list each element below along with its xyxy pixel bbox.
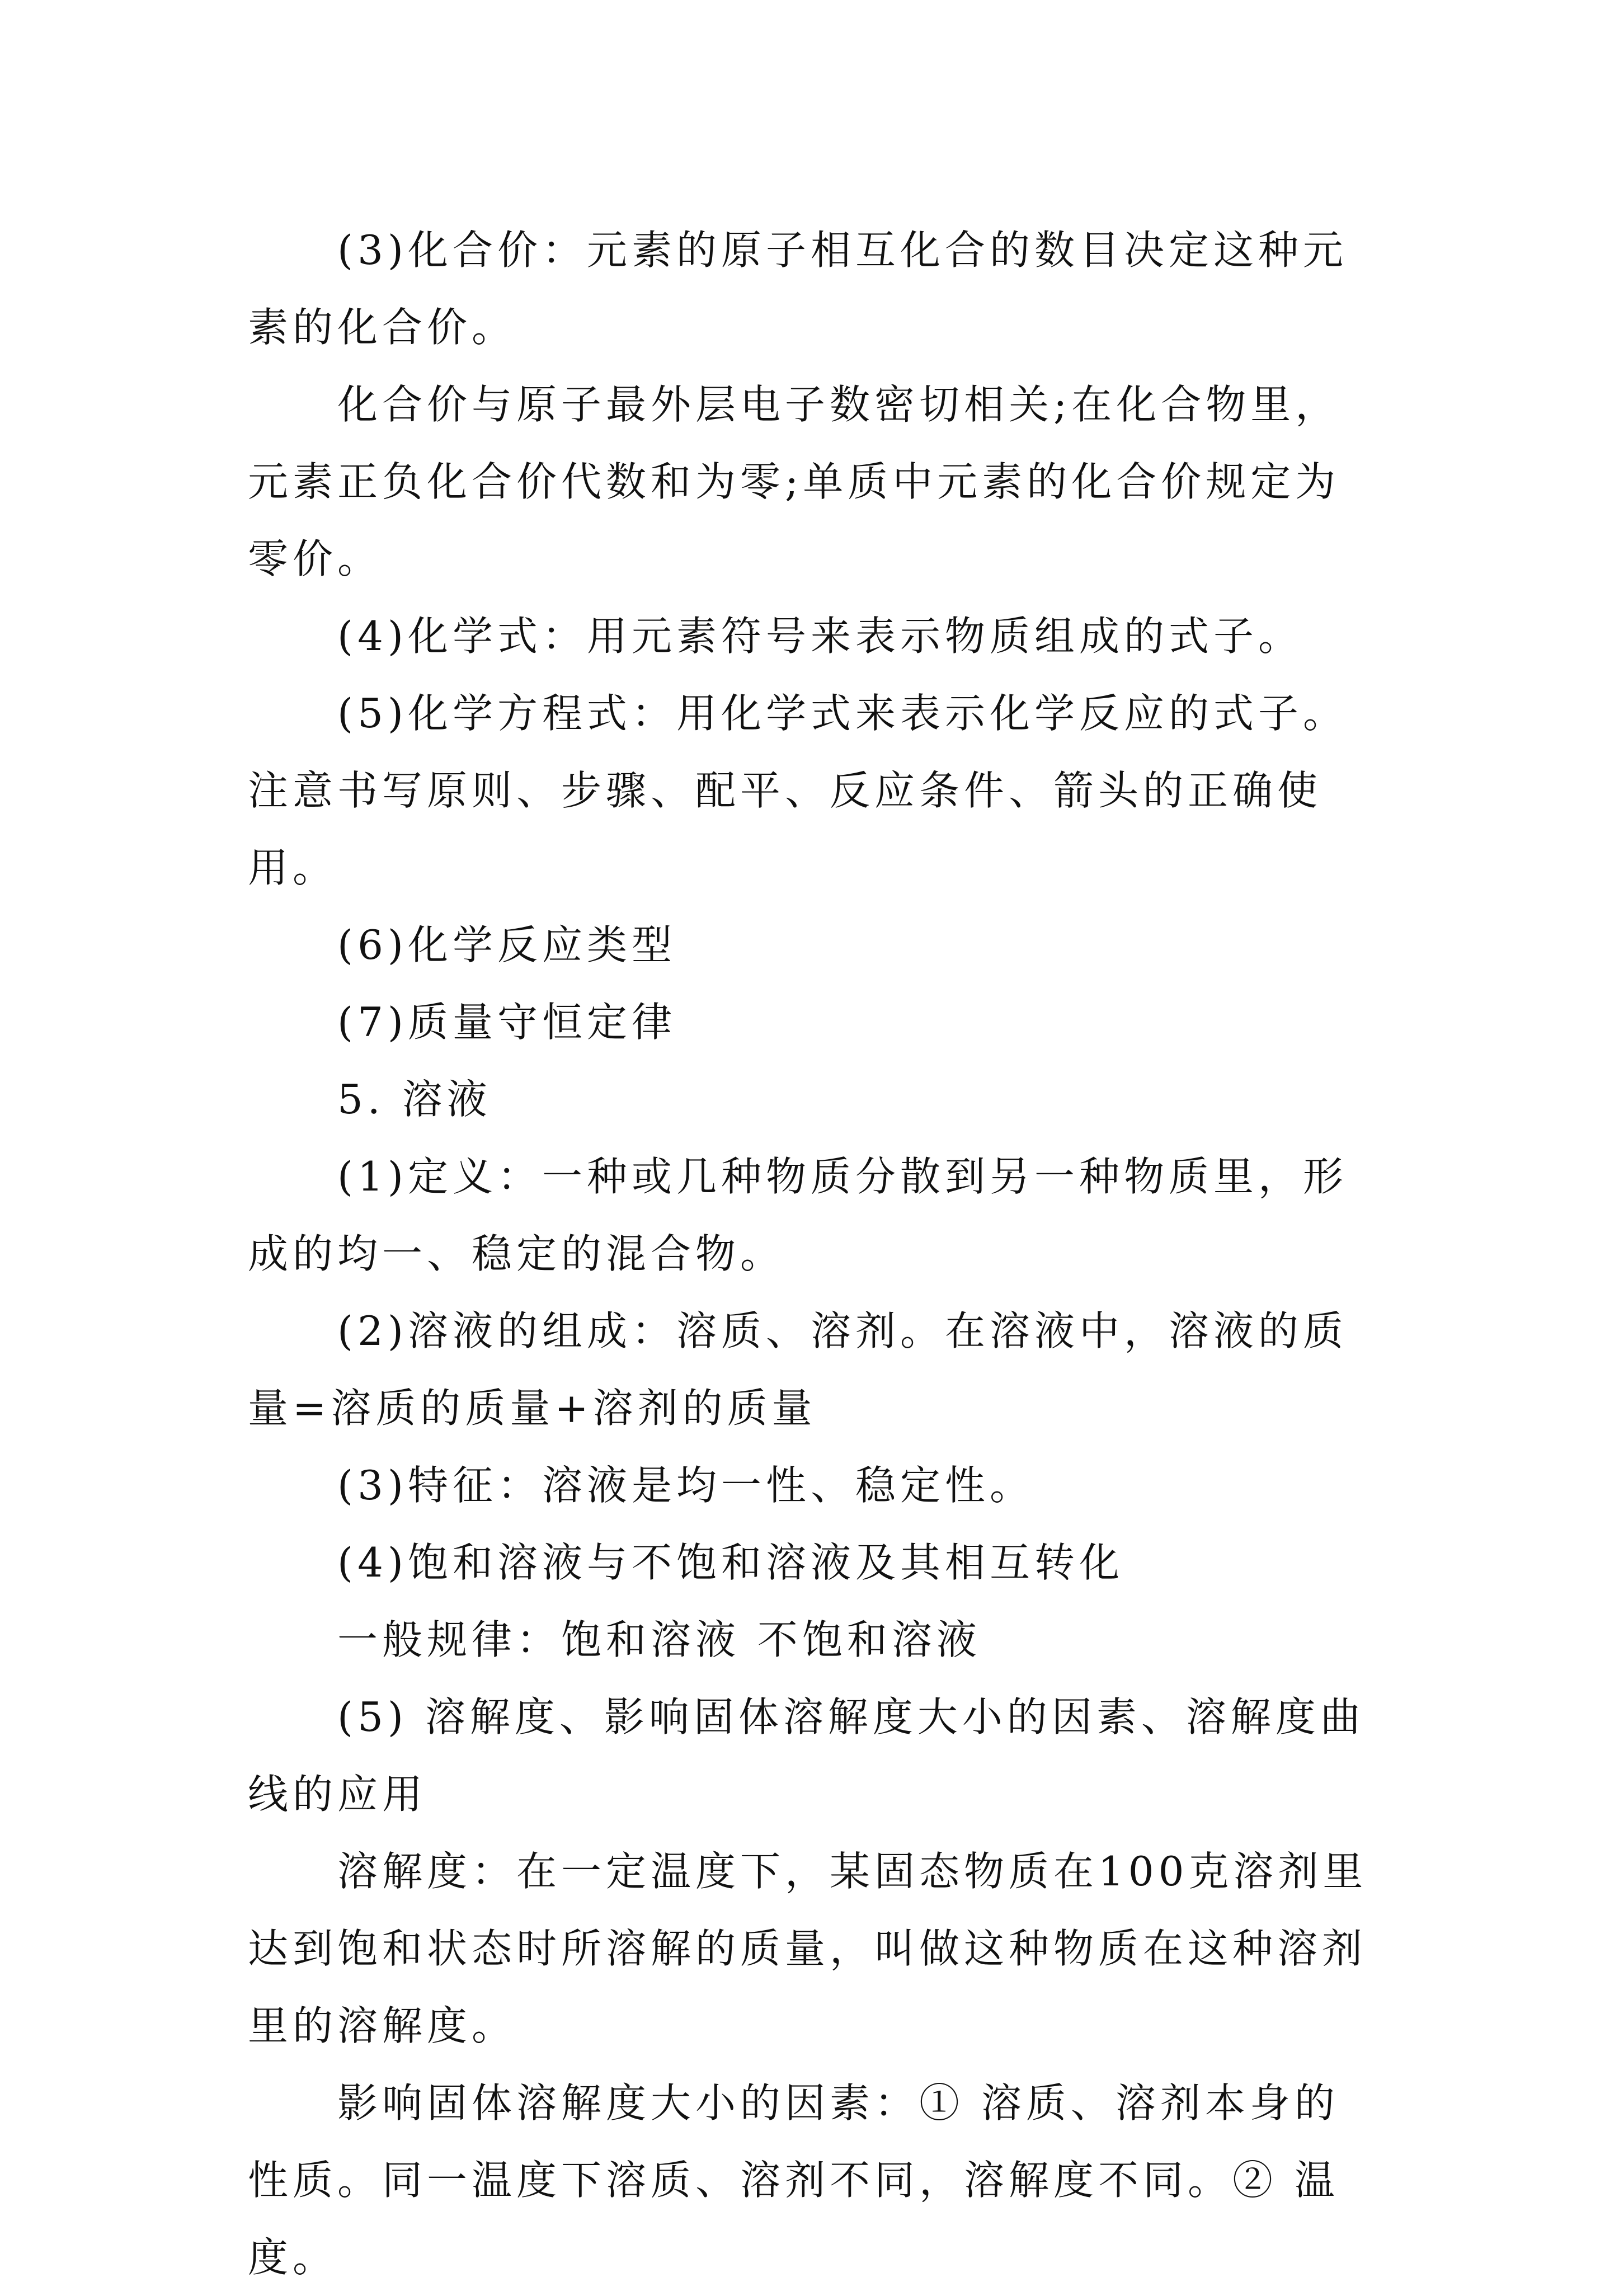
paragraph-reaction-types: (6)化学反应类型 — [337, 921, 676, 968]
paragraph-solution-features: (3)特征：溶液是均一性、稳定性。 — [337, 1462, 1034, 1509]
paragraph-conservation-of-mass: (7)质量守恒定律 — [337, 999, 676, 1046]
paragraph-valence-rules: 化合价与原子最外层电子数密切相关;在化合物里，元素正负化合价代数和为零;单质中元素的化合价规定为零价。 — [248, 381, 1340, 582]
paragraph-solubility-factors: 影响固体溶解度大小的因素：① 溶质、溶剂本身的性质。同一温度下溶质、溶剂不同，溶解度不同。② 温度。 — [248, 2079, 1339, 2281]
paragraph-solution-definition: (1)定义：一种或几种物质分散到另一种物质里，形成的均一、稳定的混合物。 — [248, 1153, 1348, 1277]
document-body — [248, 211, 1377, 2296]
paragraph-saturated-solutions: (4)饱和溶液与不饱和溶液及其相互转化 — [337, 1539, 1124, 1586]
paragraph-chemical-equation: (5)化学方程式：用化学式来表示化学反应的式子。注意书写原则、步骤、配平、反应条件、箭头的正确使用。 — [248, 690, 1348, 891]
paragraph-solution-composition: (2)溶液的组成：溶质、溶剂。在溶液中，溶液的质量=溶质的质量+溶剂的质量 — [248, 1307, 1348, 1432]
paragraph-solubility-definition: 溶解度：在一定温度下，某固态物质在100克溶剂里达到饱和状态时所溶解的质量，叫做这种物质在这种溶剂里的溶解度。 — [248, 1848, 1368, 2049]
section-heading-solution: 5. 溶液 — [337, 1076, 492, 1123]
paragraph-valence-definition: (3)化合价：元素的原子相互化合的数目决定这种元素的化合价。 — [248, 227, 1348, 351]
paragraph-chemical-formula: (4)化学式：用元素符号来表示物质组成的式子。 — [337, 613, 1303, 660]
paragraph-general-rule: 一般规律：饱和溶液 不饱和溶液 — [337, 1616, 981, 1663]
paragraph-solubility-topics: (5) 溶解度、影响固体溶解度大小的因素、溶解度曲线的应用 — [248, 1693, 1365, 1818]
